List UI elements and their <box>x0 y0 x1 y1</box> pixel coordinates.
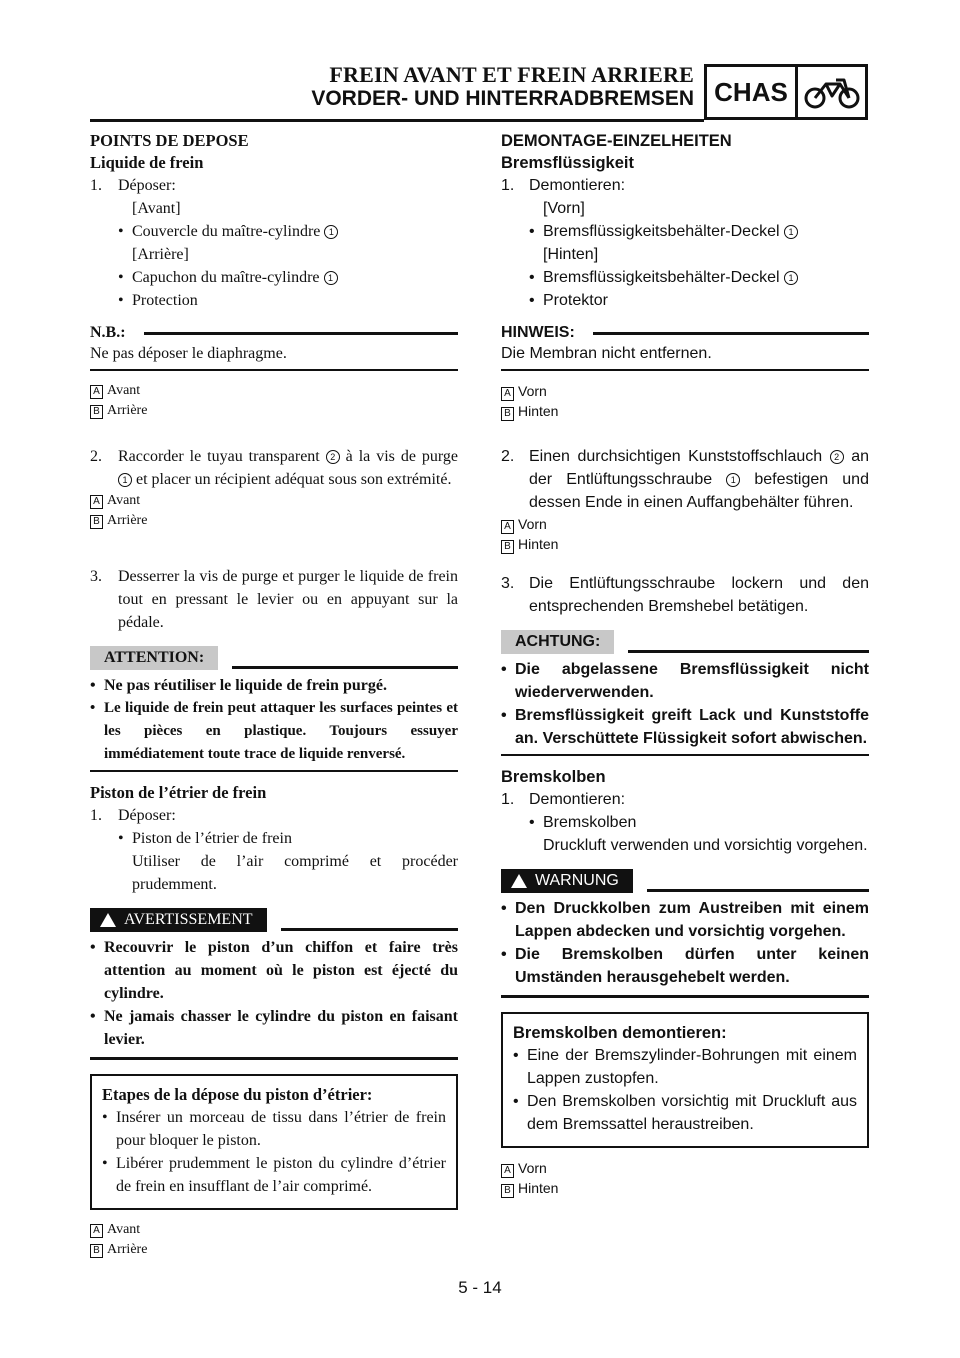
list-item: • Piston de l’étrier de frein <box>118 830 292 847</box>
legend: A Vorn B Hinten <box>501 381 869 421</box>
step-1: 1. Déposer: <box>90 807 176 824</box>
step-2: 2. Raccorder le tuyau transparent 2 à la vis de purge 1 et placer un récipient adéquat sous son extrémité. <box>90 448 459 488</box>
box-title: Bremskolben demontieren: <box>513 1024 727 1042</box>
note-text: Ne pas déposer le diaphragme. <box>90 345 287 362</box>
list-item: • Protection <box>118 292 198 309</box>
page-number: 5 - 14 <box>458 1278 502 1297</box>
subheading: Bremskolben <box>501 768 606 786</box>
warning-list <box>501 897 869 989</box>
warning-badge: WARNUNG <box>501 869 633 893</box>
list-item: • Le liquide de frein peut attaquer les surfaces peintes et les pièces en plastique. Toujours essuyer immédiatement toute trace de liquide renversé. <box>90 700 458 762</box>
legend: A Vorn B Hinten <box>501 514 869 554</box>
heading: POINTS DE DEPOSE <box>90 131 249 150</box>
ref-1: 1 <box>784 271 798 285</box>
procedure-box <box>501 1012 869 1148</box>
list-item: • Bremskolben <box>529 814 637 831</box>
list-item: • Insérer un morceau de tissu dans l’étrier de frein pour bloquer le piston. <box>102 1109 446 1149</box>
title-german: VORDER- UND HINTERRADBREMSEN <box>311 87 694 110</box>
list-item: • Bremsflüssigkeitsbehälter-Deckel 1 <box>501 266 869 289</box>
list-item: • Couvercle du maître-cylindre 1 <box>90 220 458 243</box>
attention-heading: ATTENTION: <box>90 646 458 670</box>
column-french <box>90 130 458 1260</box>
list-item: • Recouvrir le piston d’un chiffon et faire très attention au moment où le piston est éjecté du cylindre. <box>90 939 458 1002</box>
column-german <box>501 130 869 1198</box>
list-item: • Bremsflüssigkeitsbehälter-Deckel 1 <box>501 220 869 243</box>
legend: A Avant B Arrière <box>90 1220 458 1260</box>
step-1: 1. Demontieren: <box>501 791 626 808</box>
legend: A Avant B Arrière <box>90 491 458 531</box>
legend: A Avant B Arrière <box>90 381 458 421</box>
list-item: • Bremsflüssigkeit greift Lack und Kunststoffe an. Verschüttete Flüssigkeit sofort abwischen. <box>501 707 869 747</box>
step-2: 2. Einen durchsichtigen Kunststoffschlauch 2 an der Entlüftungsschraube 1 befestigen und dessen Ende in einen Auffangbehälter führen. <box>501 448 869 511</box>
warning-heading <box>501 869 869 893</box>
rear-tag: [Arrière] <box>132 246 189 263</box>
legend: A Vorn B Hinten <box>501 1158 869 1198</box>
title-french: FREIN AVANT ET FREIN ARRIERE <box>329 62 694 87</box>
attention-list <box>501 658 869 750</box>
warning-badge: AVERTISSEMENT <box>90 908 267 932</box>
subheading: Bremsflüssigkeit <box>501 154 634 172</box>
list-item: • Ne jamais chasser le cylindre du piston en faisant levier. <box>90 1008 458 1048</box>
warning-list <box>90 936 458 1051</box>
procedure-box <box>90 1074 458 1210</box>
heading: DEMONTAGE-EINZELHEITEN <box>501 132 732 150</box>
section-badge <box>704 64 868 120</box>
list-item: • Die abgelassene Bremsflüssigkeit nicht wiederverwenden. <box>501 661 869 701</box>
step-3: 3. Die Entlüftungsschraube lockern und den entsprechenden Bremshebel betätigen. <box>501 575 869 615</box>
note-heading: HINWEIS: <box>501 324 869 342</box>
list-item: • Eine der Bremszylinder-Bohrungen mit einem Lappen zustopfen. <box>513 1047 857 1087</box>
ref-1: 1 <box>324 271 338 285</box>
warning-icon <box>100 913 116 927</box>
motorcycle-icon <box>798 67 865 117</box>
list-item: • Die Bremskolben dürfen unter keinen Umständen herausgehebelt werden. <box>501 946 869 986</box>
instruction-text: Druckluft verwenden und vorsichtig vorgehen. <box>543 837 868 854</box>
section-code: CHAS <box>707 67 798 117</box>
step-1: 1. Demontieren: <box>501 177 626 194</box>
list-item: • Den Druckkolben zum Austreiben mit einem Lappen abdecken und vorsichtig vorgehen. <box>501 900 869 940</box>
note-heading: N.B.: <box>90 324 458 342</box>
list-item: • Ne pas réutiliser le liquide de frein purgé. <box>90 677 387 694</box>
front-tag: [Vorn] <box>543 200 585 217</box>
header-rule <box>90 119 704 122</box>
list-item: • Protektor <box>529 292 608 309</box>
note-text: Die Membran nicht entfernen. <box>501 345 712 362</box>
instruction-text: Utiliser de l’air comprimé et procéder prudemment. <box>132 853 458 893</box>
subheading: Liquide de frein <box>90 153 204 172</box>
rear-tag: [Hinten] <box>543 246 599 263</box>
subheading: Piston de l’étrier de frein <box>90 783 267 802</box>
attention-list <box>90 674 458 766</box>
warning-heading <box>90 908 458 932</box>
warning-icon <box>511 874 527 888</box>
step-1: 1. Déposer: <box>90 177 176 194</box>
list-item: • Libérer prudemment le piston du cylindre d’étrier de frein en insufflant de l’air comprimé. <box>102 1155 446 1195</box>
front-tag: [Avant] <box>132 200 181 217</box>
list-item: • Capuchon du maître-cylindre 1 <box>90 266 458 289</box>
attention-heading: ACHTUNG: <box>501 630 869 654</box>
box-title: Etapes de la dépose du piston d’étrier: <box>102 1085 373 1104</box>
ref-1: 1 <box>784 225 798 239</box>
list-item: • Den Bremskolben vorsichtig mit Druckluft aus dem Bremssattel heraustreiben. <box>513 1093 857 1133</box>
step-3: 3. Desserrer la vis de purge et purger le liquide de frein tout en pressant le levier ou en appuyant sur la pédale. <box>90 568 458 631</box>
ref-1: 1 <box>324 225 338 239</box>
